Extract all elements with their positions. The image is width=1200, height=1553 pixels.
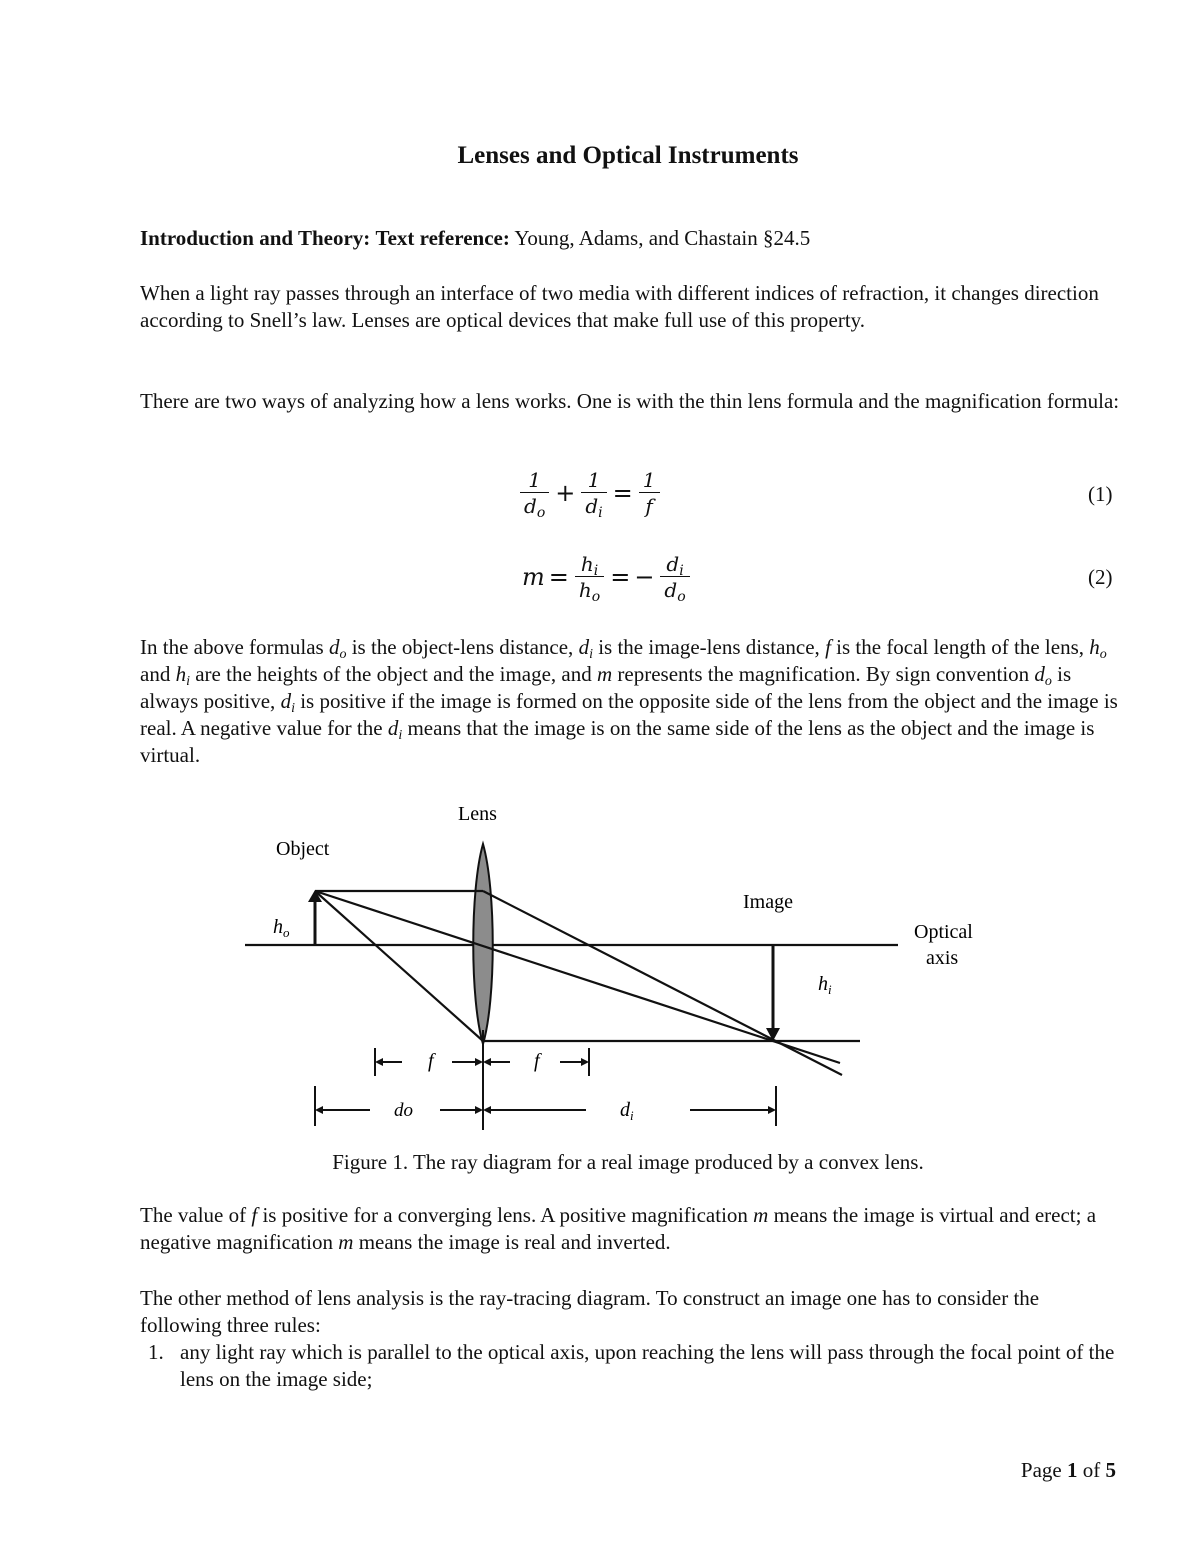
- optical-axis-label-line1: Optical: [914, 921, 973, 943]
- paragraph-snells-law: When a light ray passes through an interface of two media with different indices of refraction, it changes direction according to Snell’s law. Lenses are optical devices that make full use of this property.: [140, 281, 1099, 332]
- do-label: do: [394, 1100, 413, 1121]
- thin-lens-equation: $\frac{1}{d_o}$ + $\frac{1}{d_i}$ = $\frac{1}{f}$: [518, 468, 662, 519]
- text-reference: Young, Adams, and Chastain §24.5: [514, 226, 811, 250]
- equation-number-1: (1): [1088, 482, 1113, 506]
- page-footer: Page 1 of 5: [1020, 1458, 1116, 1482]
- fraction-hi-over-ho: $\frac{h_i}{h_o}$: [575, 552, 604, 603]
- di-label: $d_i$: [620, 1099, 634, 1123]
- intro-line: [140, 225, 1120, 252]
- object-label: Object: [276, 838, 330, 860]
- paragraph-formula-terms: In the above formulas $d_o$ is the object-lens distance, $d_i$ is the image-lens distance, f is the focal length of the lens, $h_o$ and $h_i$ are the heights of the object and the image, and m represents the magnification. By sign convention $d_o$ is always positive, $d_i$ is positive if the image is formed on the opposite side of the lens from the object and the image is real. A negative value for the $d_i$ means that the image is on the same side of the lens as the object and the image is virtual.: [140, 635, 1118, 767]
- intro-heading: Introduction and Theory:: [140, 226, 371, 250]
- ho-label: $h_o$: [273, 916, 290, 940]
- fraction-di-over-do: $\frac{d_i}{d_o}$: [660, 552, 689, 603]
- fraction-one-over-f: $\frac{1}{f}$: [639, 468, 660, 519]
- paragraph-two-ways: There are two ways of analyzing how a lens works. One is with the thin lens formula and the magnification formula:: [140, 389, 1120, 413]
- magnification-equation: m = $\frac{h_i}{h_o}$ = − $\frac{d_i}{d_o}$: [522, 552, 692, 603]
- paragraph-sign-convention: The value of f is positive for a converging lens. A positive magnification m means the image is virtual and erect; a negative magnification m means the image is real and inverted.: [140, 1203, 1097, 1254]
- fraction-one-over-do: $\frac{1}{d_o}$: [520, 468, 549, 519]
- paragraph-ray-tracing: The other method of lens analysis is the ray-tracing diagram. To construct an image one has to consider the following three rules:: [140, 1286, 1040, 1337]
- figure-caption: Figure 1. The ray diagram for a real image produced by a convex lens.: [332, 1150, 924, 1174]
- parallel-ray-refracted: [483, 891, 842, 1075]
- list-item: 1. any light ray which is parallel to the optical axis, upon reaching the lens will pass through the focal point of the lens on the image side;: [148, 1340, 1115, 1391]
- f-left-label: f: [428, 1050, 434, 1072]
- central-ray: [315, 891, 840, 1063]
- image-label: Image: [743, 891, 793, 913]
- equation-number-2: (2): [1088, 565, 1113, 589]
- ray-diagram-figure: [230, 790, 1010, 1140]
- hi-label: $h_i$: [818, 973, 832, 997]
- text-reference-label: Text reference:: [375, 226, 510, 250]
- fraction-one-over-di: $\frac{1}{d_i}$: [581, 468, 606, 519]
- lens-label: Lens: [458, 803, 497, 825]
- page-title: Lenses and Optical Instruments: [457, 142, 799, 169]
- optical-axis-label-line2: axis: [926, 947, 959, 969]
- focal-ray-incoming: [315, 891, 483, 1041]
- f-right-label: f: [534, 1050, 540, 1072]
- rules-list: [140, 1339, 1120, 1393]
